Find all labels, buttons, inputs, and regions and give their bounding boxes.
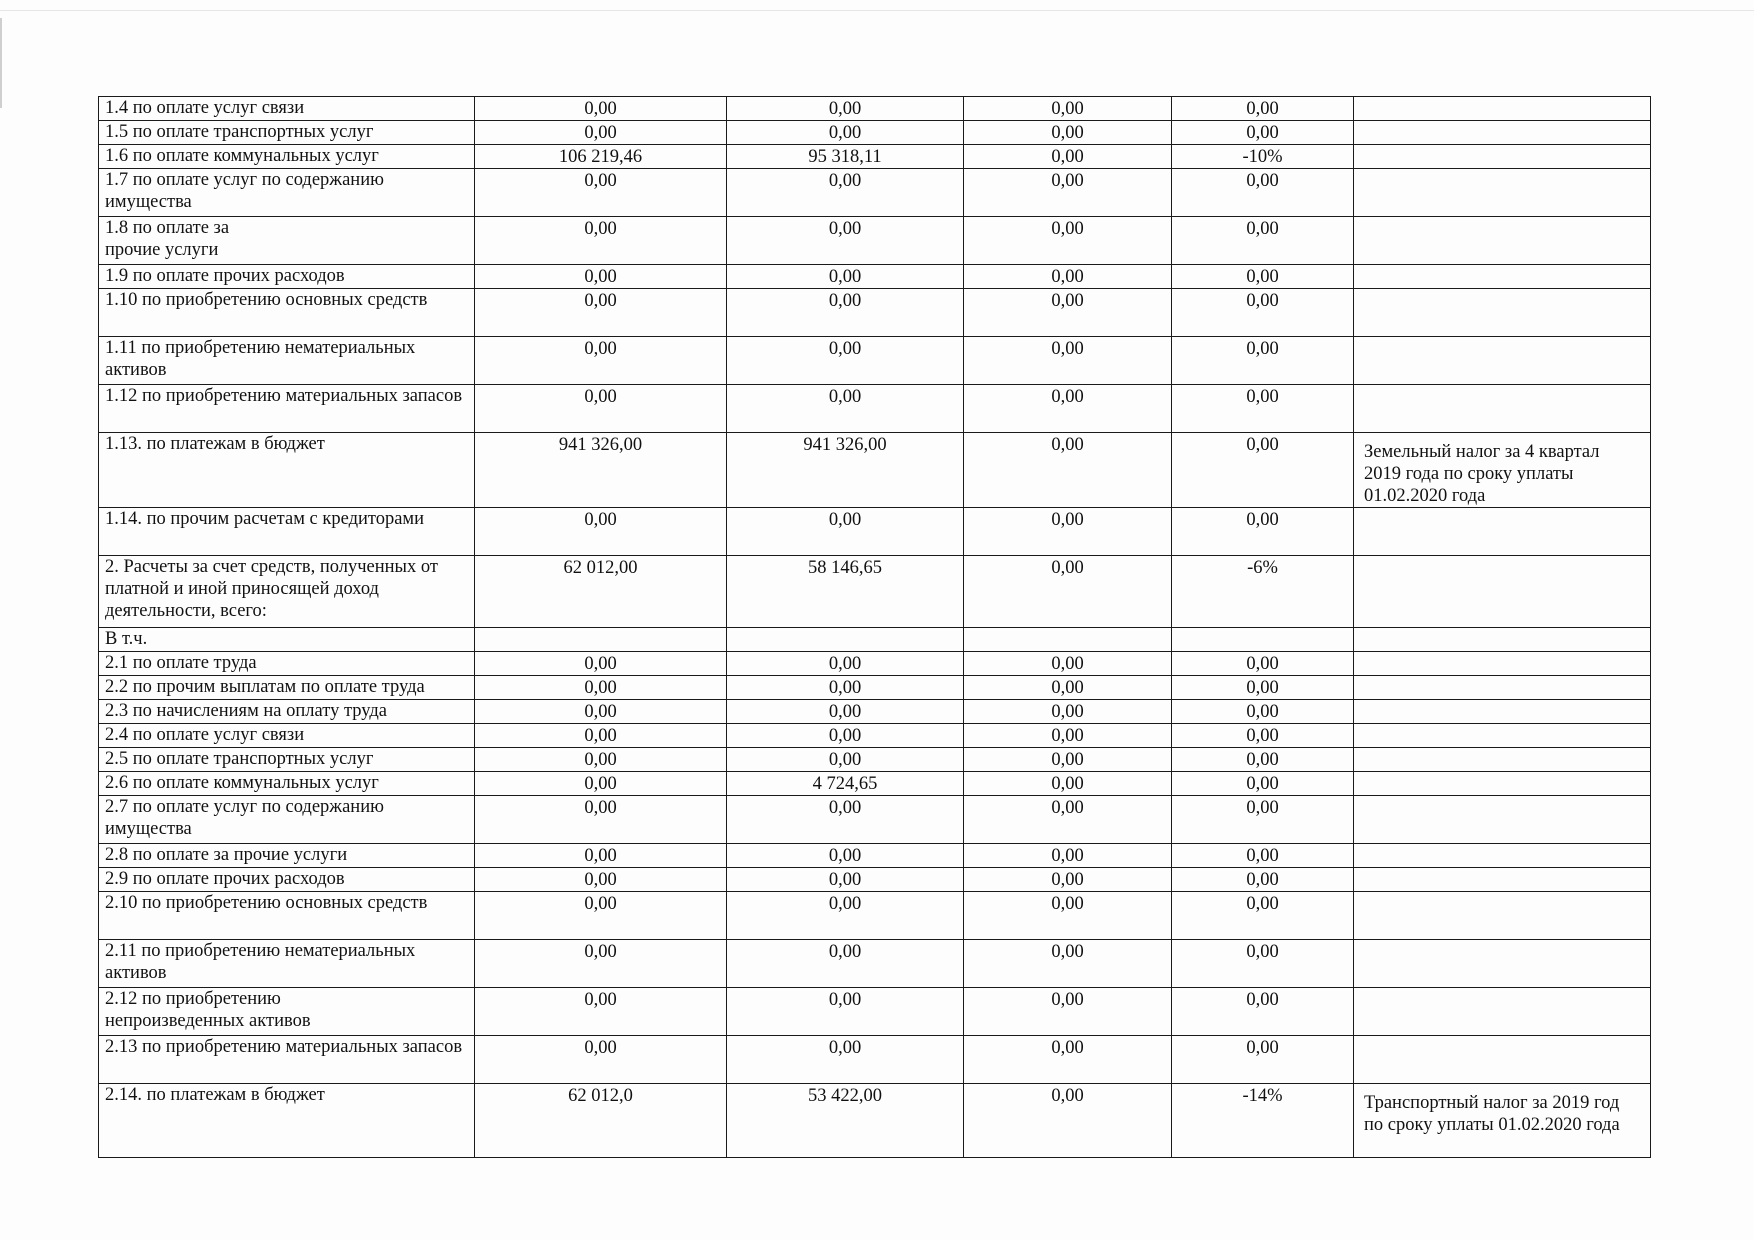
value-col-4: 0,00: [1172, 217, 1354, 265]
table-row: [99, 724, 1651, 748]
value-col-1: 0,00: [475, 97, 727, 121]
row-label: 1.9 по оплате прочих расходов: [99, 265, 475, 289]
value-col-4: 0,00: [1172, 97, 1354, 121]
value-col-2: 0,00: [727, 940, 964, 988]
table-row: [99, 433, 1651, 508]
row-label: 2.3 по начислениям на оплату труда: [99, 700, 475, 724]
value-col-1: 0,00: [475, 121, 727, 145]
row-label: 2.14. по платежам в бюджет: [99, 1084, 475, 1158]
value-col-1: 0,00: [475, 868, 727, 892]
value-col-4: 0,00: [1172, 337, 1354, 385]
value-col-2: 0,00: [727, 796, 964, 844]
value-col-1: 0,00: [475, 217, 727, 265]
table-row: [99, 169, 1651, 217]
value-col-2: 4 724,65: [727, 772, 964, 796]
table-row: [99, 97, 1651, 121]
value-col-3: 0,00: [964, 145, 1172, 169]
row-note: [1354, 1036, 1651, 1084]
row-note: [1354, 700, 1651, 724]
row-label: 1.6 по оплате коммунальных услуг: [99, 145, 475, 169]
value-col-2: 0,00: [727, 385, 964, 433]
value-col-4: 0,00: [1172, 892, 1354, 940]
value-col-2: 0,00: [727, 724, 964, 748]
value-col-3: 0,00: [964, 433, 1172, 508]
table-row: [99, 556, 1651, 628]
value-col-4: 0,00: [1172, 385, 1354, 433]
row-label: 2.13 по приобретению материальных запасов: [99, 1036, 475, 1084]
row-label: 1.10 по приобретению основных средств: [99, 289, 475, 337]
value-col-3: 0,00: [964, 772, 1172, 796]
value-col-1: 0,00: [475, 1036, 727, 1084]
row-label: 1.14. по прочим расчетам с кредиторами: [99, 508, 475, 556]
value-col-3: 0,00: [964, 385, 1172, 433]
value-col-1: 0,00: [475, 700, 727, 724]
table-row: [99, 748, 1651, 772]
table-row: [99, 121, 1651, 145]
value-col-1: 0,00: [475, 988, 727, 1036]
row-label: 2.6 по оплате коммунальных услуг: [99, 772, 475, 796]
value-col-4: 0,00: [1172, 700, 1354, 724]
table-row: [99, 337, 1651, 385]
row-note: [1354, 97, 1651, 121]
scan-top-edge: [0, 10, 1754, 11]
value-col-2: 0,00: [727, 844, 964, 868]
value-col-2: 941 326,00: [727, 433, 964, 508]
value-col-1: 0,00: [475, 265, 727, 289]
value-col-2: 95 318,11: [727, 145, 964, 169]
table-row: [99, 1036, 1651, 1084]
value-col-1: 0,00: [475, 508, 727, 556]
value-col-2: 0,00: [727, 217, 964, 265]
value-col-1: 106 219,46: [475, 145, 727, 169]
row-label: 1.11 по приобретению нематериальных активов: [99, 337, 475, 385]
value-col-4: 0,00: [1172, 652, 1354, 676]
row-label: 2.1 по оплате труда: [99, 652, 475, 676]
value-col-1: [475, 628, 727, 652]
table-row: [99, 217, 1651, 265]
row-note: [1354, 940, 1651, 988]
row-label: 1.13. по платежам в бюджет: [99, 433, 475, 508]
value-col-2: 0,00: [727, 868, 964, 892]
row-label: 1.5 по оплате транспортных услуг: [99, 121, 475, 145]
value-col-3: 0,00: [964, 508, 1172, 556]
row-label: 2.11 по приобретению нематериальных активов: [99, 940, 475, 988]
value-col-2: 0,00: [727, 169, 964, 217]
table-row: [99, 892, 1651, 940]
row-note: [1354, 748, 1651, 772]
value-col-3: 0,00: [964, 217, 1172, 265]
value-col-2: 58 146,65: [727, 556, 964, 628]
value-col-1: 0,00: [475, 940, 727, 988]
row-note: [1354, 676, 1651, 700]
value-col-4: 0,00: [1172, 724, 1354, 748]
value-col-1: 62 012,0: [475, 1084, 727, 1158]
row-note: [1354, 265, 1651, 289]
value-col-1: 0,00: [475, 652, 727, 676]
value-col-4: 0,00: [1172, 676, 1354, 700]
value-col-3: 0,00: [964, 121, 1172, 145]
row-note: [1354, 988, 1651, 1036]
value-col-4: 0,00: [1172, 940, 1354, 988]
value-col-2: [727, 628, 964, 652]
scan-left-edge: [0, 18, 2, 108]
row-note: Транспортный налог за 2019 год по сроку уплаты 01.02.2020 года: [1354, 1084, 1651, 1158]
row-note: [1354, 556, 1651, 628]
value-col-4: 0,00: [1172, 796, 1354, 844]
table-row: [99, 265, 1651, 289]
value-col-4: 0,00: [1172, 844, 1354, 868]
row-label: 2.5 по оплате транспортных услуг: [99, 748, 475, 772]
value-col-4: 0,00: [1172, 1036, 1354, 1084]
value-col-2: 53 422,00: [727, 1084, 964, 1158]
value-col-3: 0,00: [964, 169, 1172, 217]
value-col-4: 0,00: [1172, 169, 1354, 217]
value-col-4: 0,00: [1172, 748, 1354, 772]
table-row: [99, 796, 1651, 844]
row-note: [1354, 796, 1651, 844]
value-col-1: 0,00: [475, 844, 727, 868]
value-col-4: 0,00: [1172, 508, 1354, 556]
value-col-2: 0,00: [727, 265, 964, 289]
table-row: [99, 868, 1651, 892]
row-label: В т.ч.: [99, 628, 475, 652]
table-row: [99, 676, 1651, 700]
value-col-1: 0,00: [475, 337, 727, 385]
value-col-3: 0,00: [964, 265, 1172, 289]
value-col-4: 0,00: [1172, 121, 1354, 145]
value-col-2: 0,00: [727, 97, 964, 121]
value-col-4: -6%: [1172, 556, 1354, 628]
row-note: [1354, 892, 1651, 940]
row-note: Земельный налог за 4 квартал 2019 года по сроку уплаты 01.02.2020 года: [1354, 433, 1651, 508]
value-col-1: 0,00: [475, 676, 727, 700]
table-row: [99, 844, 1651, 868]
row-note: [1354, 628, 1651, 652]
value-col-3: 0,00: [964, 796, 1172, 844]
value-col-2: 0,00: [727, 700, 964, 724]
value-col-3: 0,00: [964, 676, 1172, 700]
value-col-3: 0,00: [964, 652, 1172, 676]
value-col-1: 0,00: [475, 748, 727, 772]
row-note: [1354, 289, 1651, 337]
value-col-1: 0,00: [475, 892, 727, 940]
value-col-2: 0,00: [727, 748, 964, 772]
table-row: [99, 988, 1651, 1036]
row-note: [1354, 169, 1651, 217]
table-row: [99, 145, 1651, 169]
table-row: [99, 508, 1651, 556]
row-note: [1354, 772, 1651, 796]
value-col-1: 0,00: [475, 385, 727, 433]
value-col-2: 0,00: [727, 652, 964, 676]
table-row: [99, 628, 1651, 652]
row-note: [1354, 652, 1651, 676]
value-col-4: -14%: [1172, 1084, 1354, 1158]
value-col-2: 0,00: [727, 988, 964, 1036]
value-col-1: 0,00: [475, 772, 727, 796]
row-note: [1354, 724, 1651, 748]
value-col-4: 0,00: [1172, 265, 1354, 289]
value-col-4: 0,00: [1172, 289, 1354, 337]
row-note: [1354, 121, 1651, 145]
value-col-2: 0,00: [727, 1036, 964, 1084]
value-col-1: 62 012,00: [475, 556, 727, 628]
row-label: 2.9 по оплате прочих расходов: [99, 868, 475, 892]
value-col-3: 0,00: [964, 97, 1172, 121]
value-col-3: 0,00: [964, 940, 1172, 988]
value-col-4: 0,00: [1172, 772, 1354, 796]
table-row: [99, 772, 1651, 796]
row-label: 2.10 по приобретению основных средств: [99, 892, 475, 940]
settlements-table: [98, 96, 1651, 1158]
value-col-2: 0,00: [727, 508, 964, 556]
value-col-1: 0,00: [475, 289, 727, 337]
row-note: [1354, 145, 1651, 169]
row-label: 2.8 по оплате за прочие услуги: [99, 844, 475, 868]
value-col-1: 0,00: [475, 169, 727, 217]
value-col-3: 0,00: [964, 868, 1172, 892]
row-label: 2. Расчеты за счет средств, полученных от платной и иной приносящей доход деятельности, всего:: [99, 556, 475, 628]
value-col-3: 0,00: [964, 724, 1172, 748]
value-col-2: 0,00: [727, 892, 964, 940]
value-col-2: 0,00: [727, 676, 964, 700]
table-row: [99, 385, 1651, 433]
row-note: [1354, 508, 1651, 556]
value-col-3: [964, 628, 1172, 652]
table-row: [99, 289, 1651, 337]
row-note: [1354, 385, 1651, 433]
value-col-4: [1172, 628, 1354, 652]
value-col-3: 0,00: [964, 337, 1172, 385]
value-col-4: -10%: [1172, 145, 1354, 169]
row-label: 1.7 по оплате услуг по содержанию имущества: [99, 169, 475, 217]
value-col-4: 0,00: [1172, 988, 1354, 1036]
row-note: [1354, 868, 1651, 892]
row-note: [1354, 844, 1651, 868]
value-col-3: 0,00: [964, 892, 1172, 940]
value-col-4: 0,00: [1172, 433, 1354, 508]
row-label: 2.12 по приобретению непроизведенных активов: [99, 988, 475, 1036]
table-row: [99, 1084, 1651, 1158]
value-col-2: 0,00: [727, 121, 964, 145]
table-row: [99, 652, 1651, 676]
row-note: [1354, 337, 1651, 385]
value-col-1: 0,00: [475, 724, 727, 748]
table-row: [99, 700, 1651, 724]
value-col-3: 0,00: [964, 1036, 1172, 1084]
value-col-1: 0,00: [475, 796, 727, 844]
value-col-2: 0,00: [727, 289, 964, 337]
value-col-3: 0,00: [964, 289, 1172, 337]
row-label: 1.12 по приобретению материальных запасов: [99, 385, 475, 433]
value-col-3: 0,00: [964, 844, 1172, 868]
value-col-4: 0,00: [1172, 868, 1354, 892]
row-label: 1.8 по оплате за прочие услуги: [99, 217, 475, 265]
row-label: 2.4 по оплате услуг связи: [99, 724, 475, 748]
value-col-1: 941 326,00: [475, 433, 727, 508]
value-col-3: 0,00: [964, 1084, 1172, 1158]
value-col-3: 0,00: [964, 988, 1172, 1036]
settlements-table-body: [99, 97, 1651, 1158]
row-label: 2.2 по прочим выплатам по оплате труда: [99, 676, 475, 700]
value-col-3: 0,00: [964, 700, 1172, 724]
value-col-2: 0,00: [727, 337, 964, 385]
row-label: 2.7 по оплате услуг по содержанию имущества: [99, 796, 475, 844]
value-col-3: 0,00: [964, 748, 1172, 772]
value-col-3: 0,00: [964, 556, 1172, 628]
row-label: 1.4 по оплате услуг связи: [99, 97, 475, 121]
table-row: [99, 940, 1651, 988]
row-note: [1354, 217, 1651, 265]
